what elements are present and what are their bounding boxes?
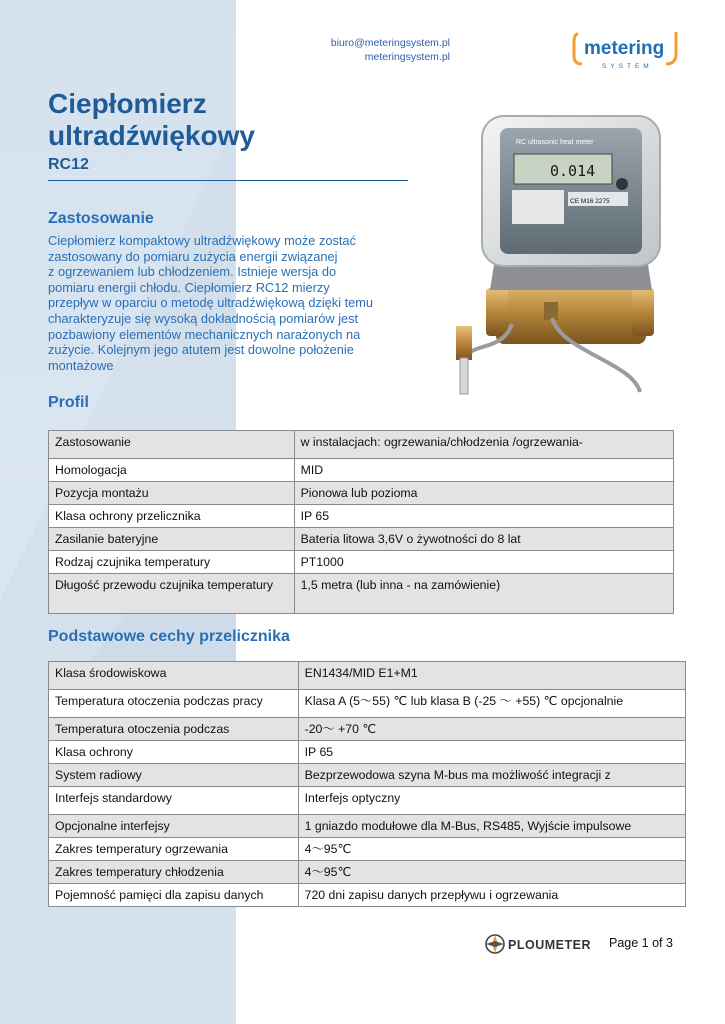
row-label: Zasilanie bateryjne xyxy=(49,528,295,551)
application-line: pomiaru energii chłodu. Ciepłomierz RC12 mierzy xyxy=(48,279,330,295)
row-value: Pionowa lub pozioma xyxy=(294,482,673,505)
table-row xyxy=(49,528,674,551)
title-divider xyxy=(48,180,408,181)
row-label: Długość przewodu czujnika temperatury xyxy=(49,574,295,614)
row-label: Zakres temperatury ogrzewania xyxy=(49,838,299,861)
page-number: Page 1 of 3 xyxy=(609,936,673,950)
row-label: Homologacja xyxy=(49,459,295,482)
application-line: montażowe xyxy=(48,357,114,373)
title-line-1: Ciepłomierz xyxy=(48,88,207,119)
profile-heading: Profil xyxy=(48,394,89,411)
row-label: Opcjonalne interfejsy xyxy=(49,815,299,838)
row-value: 4～95℃ xyxy=(298,861,685,884)
ce-mark: CE M16 2275 xyxy=(570,198,610,205)
ploumeter-logo xyxy=(484,932,602,956)
row-value: w instalacjach: ogrzewania/chłodzenia /ogrzewania- xyxy=(294,431,673,459)
row-label: Zakres temperatury chłodzenia xyxy=(49,861,299,884)
row-value: IP 65 xyxy=(294,505,673,528)
application-line: charakteryzuje się wysoką dokładnością pomiarów jest xyxy=(48,310,359,326)
application-line: zużycie. Kolejnym jego atutem jest dowolne położenie xyxy=(48,342,354,358)
table-row xyxy=(49,690,686,718)
contact-email[interactable]: biuro@meteringsystem.pl xyxy=(330,37,450,49)
row-value: IP 65 xyxy=(298,741,685,764)
model-name: RC12 xyxy=(48,156,89,173)
row-label: Temperatura otoczenia podczas xyxy=(49,718,299,741)
row-label: Rodzaj czujnika temperatury xyxy=(49,551,295,574)
logo-text: metering xyxy=(584,38,665,59)
table-row xyxy=(49,459,674,482)
row-value: Bezprzewodowa szyna M-bus ma możliwość integracji z xyxy=(298,764,685,787)
row-value: 4～95℃ xyxy=(298,838,685,861)
table-row xyxy=(49,482,674,505)
row-label: Klasa ochrony przelicznika xyxy=(49,505,295,528)
row-label: Pozycja montażu xyxy=(49,482,295,505)
table-row xyxy=(49,551,674,574)
row-label: Pojemność pamięci dla zapisu danych xyxy=(49,884,299,907)
table-row xyxy=(49,764,686,787)
features-heading: Podstawowe cechy przelicznika xyxy=(48,628,290,645)
row-label: System radiowy xyxy=(49,764,299,787)
application-line: z ogrzewaniem lub chłodzeniem. Istnieje wersja do xyxy=(48,264,337,280)
row-value: MID xyxy=(294,459,673,482)
table-row xyxy=(49,861,686,884)
application-paragraph xyxy=(48,233,393,373)
device-display-value: 0.014 xyxy=(550,162,596,180)
row-label: Interfejs standardowy xyxy=(49,787,299,815)
table-row xyxy=(49,838,686,861)
table-row xyxy=(49,574,674,614)
row-value: 720 dni zapisu danych przepływu i ogrzewania xyxy=(298,884,685,907)
table-row xyxy=(49,718,686,741)
row-value: Bateria litowa 3,6V o żywotności do 8 lat xyxy=(294,528,673,551)
application-heading: Zastosowanie xyxy=(48,210,154,227)
logo-subtext: SYSTEM xyxy=(602,63,653,70)
row-label: Zastosowanie xyxy=(49,431,295,459)
profile-table xyxy=(48,430,674,614)
table-row xyxy=(49,505,674,528)
table-row xyxy=(49,884,686,907)
title-line-2: ultradźwiękowy xyxy=(48,120,255,151)
row-value: PT1000 xyxy=(294,551,673,574)
features-table xyxy=(48,661,686,907)
table-row xyxy=(49,741,686,764)
row-value: Klasa A (5～55) ℃ lub klasa B (-25 ～ +55) ℃ opcjonalnie xyxy=(298,690,685,718)
row-label: Temperatura otoczenia podczas pracy xyxy=(49,690,299,718)
row-value: EN1434/MID E1+M1 xyxy=(298,662,685,690)
device-label: RC ultrasonic heat meter xyxy=(516,139,594,146)
contact-block xyxy=(331,36,450,64)
row-value: Interfejs optyczny xyxy=(298,787,685,815)
table-row xyxy=(49,662,686,690)
application-line: pozbawiony elementów mechanicznych narażonych na xyxy=(48,326,361,342)
contact-website[interactable]: meteringsystem.pl xyxy=(364,51,450,63)
application-line: zastosowany do pomiaru zużycia energii związanej xyxy=(48,248,338,264)
ploumeter-logo-text: PLOUMETER xyxy=(508,938,591,952)
page-title xyxy=(48,88,255,152)
table-row xyxy=(49,787,686,815)
application-line: przepływ w oparciu o metodę ultradźwiękową dzięki temu xyxy=(48,295,374,311)
heat-meter-product-image xyxy=(432,112,664,412)
row-label: Klasa ochrony xyxy=(49,741,299,764)
metering-system-logo xyxy=(572,28,684,74)
row-value: 1,5 metra (lub inna - na zamówienie) xyxy=(294,574,673,614)
row-label: Klasa środowiskowa xyxy=(49,662,299,690)
table-row xyxy=(49,815,686,838)
row-value: 1 gniazdo modułowe dla M-Bus, RS485, Wyjście impulsowe xyxy=(298,815,685,838)
row-value: -20～ +70 ℃ xyxy=(298,718,685,741)
application-line: Ciepłomierz kompaktowy ultradźwiękowy może zostać xyxy=(48,233,356,248)
table-row xyxy=(49,431,674,459)
